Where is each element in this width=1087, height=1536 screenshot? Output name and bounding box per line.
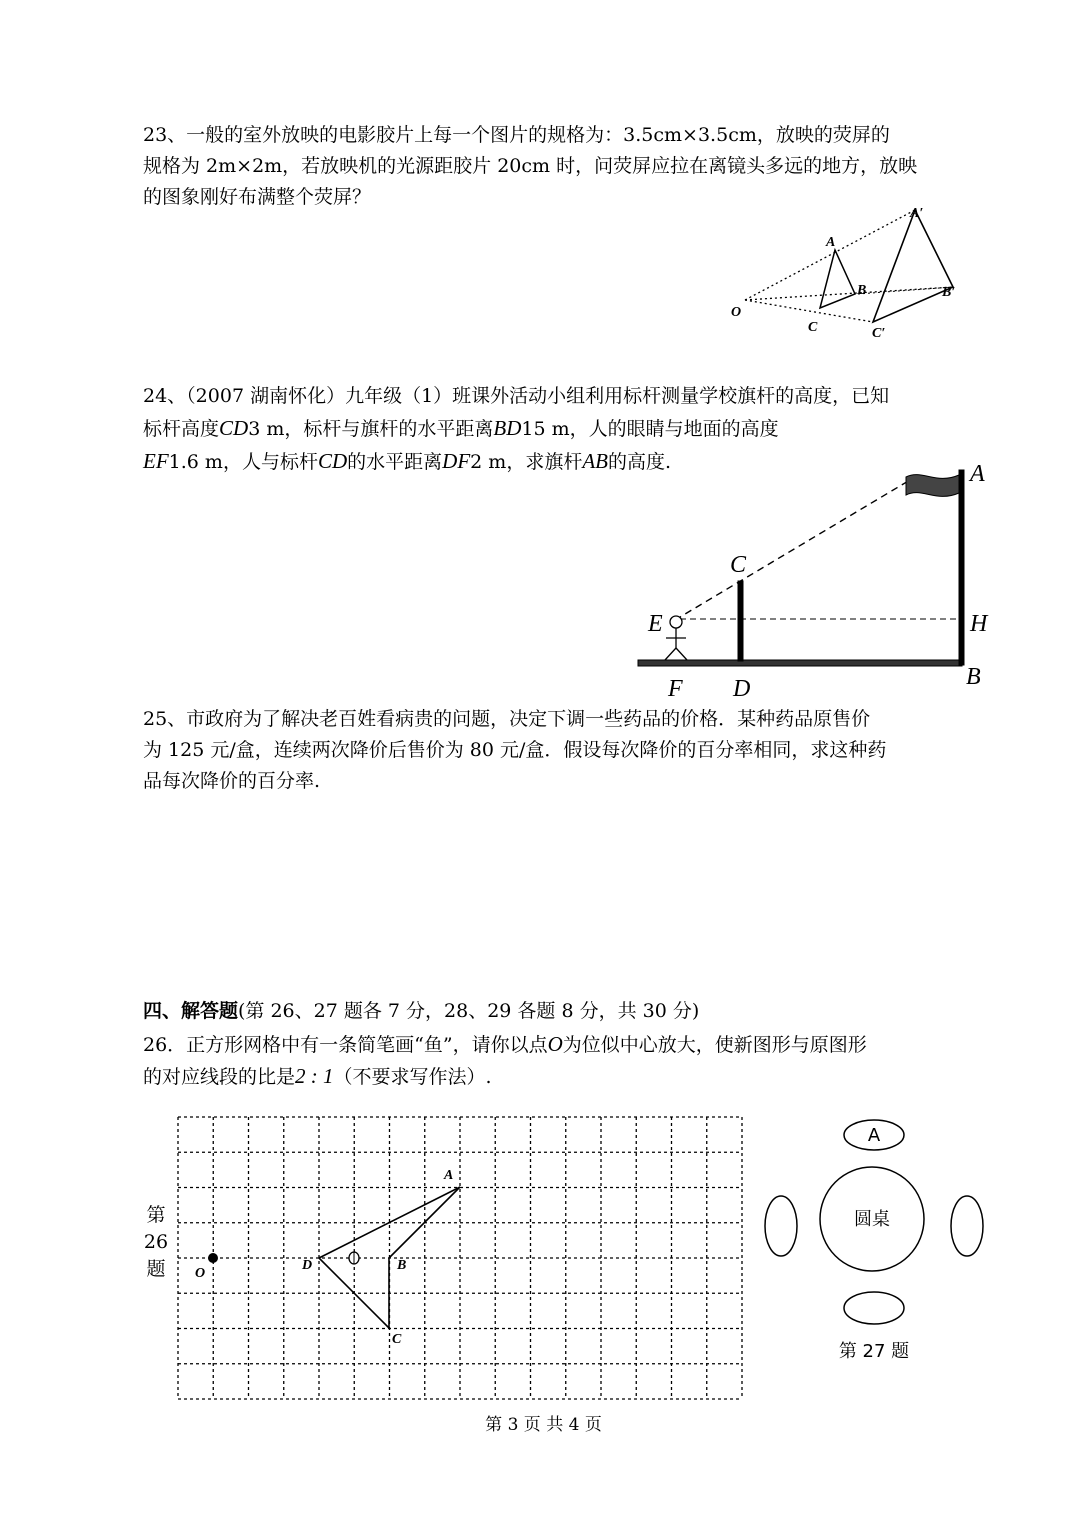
q23-projection-figure [725, 200, 975, 345]
q26-line-1: 26．正方形网格中有一条简笔画“鱼”，请你以点O为位似中心放大，使新图形与原图形 [143, 1032, 867, 1056]
q24-label-h: H [970, 611, 988, 637]
q23-label-b: B [857, 283, 867, 298]
q24-label-a: A [970, 461, 985, 487]
page-footer: 第 3 页 共 4 页 [485, 1415, 602, 1435]
q23-label-b-prime: B′ [942, 285, 956, 300]
q23-label-c-prime: C′ [872, 326, 886, 341]
q23-line-2: 规格为 2m×2m，若放映机的光源距胶片 20cm 时，问荧屏应拉在离镜头多远的地方，放映 [143, 155, 918, 177]
q26-label-c: C [392, 1332, 402, 1347]
q27-seat-a-label: A [867, 1125, 881, 1146]
q26-label-a: A [444, 1168, 454, 1183]
question-26-text [143, 1029, 983, 1093]
q26-label-d: D [302, 1258, 313, 1273]
q27-round-table-figure [760, 1115, 990, 1375]
q23-label-c: C [808, 320, 818, 335]
q26-point-o: O [547, 1032, 563, 1056]
section-4-note: (第 26、27 题各 7 分，28、29 各题 8 分，共 30 分) [238, 1000, 700, 1022]
q24-line-3: EF1.6 m，人与标杆CD的水平距离DF2 m，求旗杆AB的高度. [143, 449, 672, 473]
q24-label-f: F [668, 676, 683, 702]
q24-label-e: E [648, 611, 663, 637]
question-25-text [143, 704, 983, 797]
q24-df: DF [442, 449, 471, 473]
q24-bd: BD [493, 416, 522, 440]
q23-line-1: 23、一般的室外放映的电影胶片上每一个图片的规格为：3.5cm×3.5cm，放映的荧屏的 [143, 124, 890, 146]
q25-line-3: 品每次降价的百分率. [143, 770, 321, 792]
q23-line-3: 的图象刚好布满整个荧屏？ [143, 186, 372, 208]
q26-label-b: B [397, 1258, 407, 1273]
q24-cd: CD [219, 416, 249, 440]
q24-line-1: 24、（2007 湖南怀化）九年级（1）班课外活动小组利用标杆测量学校旗杆的高度，已知 [143, 385, 890, 407]
q26-caption: 第26题 [143, 1204, 169, 1280]
q24-label-b: B [966, 664, 981, 690]
q23-label-a-prime: A′ [910, 206, 924, 221]
section-4-title: 四、解答题 [143, 1000, 239, 1022]
q25-line-1: 25、市政府为了解决老百姓看病贵的问题，决定下调一些药品的价格．某种药品原售价 [143, 708, 871, 730]
q27-caption: 第 27 题 [838, 1341, 910, 1362]
q26-ratio: 2 : 1 [295, 1064, 334, 1088]
q23-label-o: O [731, 305, 742, 320]
q24-cd-2: CD [317, 449, 348, 473]
q27-table-label: 圆桌 [854, 1209, 890, 1230]
q24-label-c: C [730, 552, 747, 578]
q26-grid-figure [178, 1117, 742, 1399]
section-4-heading [143, 996, 983, 1027]
q24-label-d: D [733, 676, 751, 702]
q23-label-a: A [826, 235, 836, 250]
q26-label-o: O [195, 1266, 206, 1281]
q24-line-2: 标杆高度CD3 m，标杆与旗杆的水平距离BD15 m，人的眼睛与地面的高度 [143, 416, 779, 440]
q25-line-2: 为 125 元/盒，连续两次降价后售价为 80 元/盒．假设每次降价的百分率相同，求这种药 [143, 739, 887, 761]
q26-line-2: 的对应线段的比是2 : 1（不要求写作法）. [143, 1064, 492, 1088]
q24-ab: AB [582, 449, 608, 473]
q24-flagpole-figure [630, 455, 1000, 710]
q24-ef: EF [143, 449, 169, 473]
